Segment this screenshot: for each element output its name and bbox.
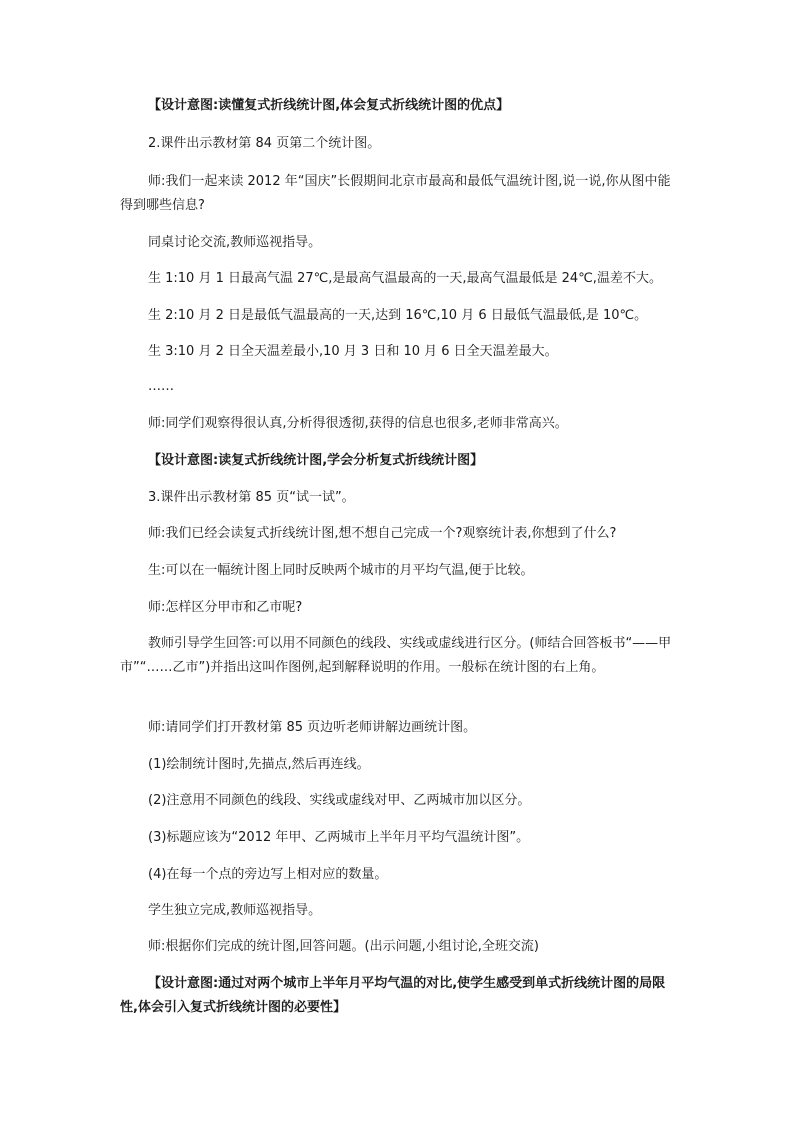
student-2-answer: 生 2:10 月 2 日是最低气温最高的一天,达到 16℃,10 月 6 日最低气温最低,是 10℃。 [148, 308, 648, 323]
teacher-instruction-draw: 师:请同学们打开教材第 85 页边听老师讲解边画统计图。 [148, 720, 477, 735]
step-3-heading: 3.课件出示教材第 85 页“试一试”。 [148, 490, 355, 505]
student-3-answer: 生 3:10 月 2 日全天温差最小,10 月 3 日和 10 月 6 日全天温差最大。 [148, 344, 558, 359]
step-point-1: (1)绘制统计图时,先描点,然后再连线。 [148, 757, 370, 772]
teacher-praise: 师:同学们观察得很认真,分析得很透彻,获得的信息也很多,老师非常高兴。 [148, 416, 568, 431]
design-intent-2: 【设计意图:读复式折线统计图,学会分析复式折线统计图】 [148, 453, 484, 468]
teacher-prompt-complete-chart: 师:我们已经会读复式折线统计图,想不想自己完成一个?观察统计表,你想到了什么? [148, 526, 617, 541]
teacher-question-distinguish: 师:怎样区分甲市和乙市呢? [148, 600, 303, 615]
design-intent-3: 【设计意图:通过对两个城市上半年月平均气温的对比,使学生感受到单式折线统计图的局限性,体会引入复式折线统计图的必要性】 [120, 976, 666, 1015]
teacher-guide-legend: 教师引导学生回答:可以用不同颜色的线段、实线或虚线进行区分。(师结合回答板书“——甲市”“……乙市”)并指出这叫作图例,起到解释说明的作用。一般标在统计图的右上角。 [120, 636, 672, 675]
peer-discussion-note: 同桌讨论交流,教师巡视指导。 [148, 235, 322, 250]
teacher-prompt-read-chart: 师:我们一起来读 2012 年“国庆”长假期间北京市最高和最低气温统计图,说一说,你从图中能得到哪些信息? [120, 174, 671, 213]
step-point-2: (2)注意用不同颜色的线段、实线或虚线对甲、乙两城市加以区分。 [148, 793, 531, 808]
step-2-heading: 2.课件出示教材第 84 页第二个统计图。 [148, 136, 381, 151]
step-point-4: (4)在每一个点的旁边写上相对应的数量。 [148, 867, 388, 882]
teacher-answer-questions: 师:根据你们完成的统计图,回答问题。(出示问题,小组讨论,全班交流) [148, 939, 539, 954]
student-1-answer: 生 1:10 月 1 日最高气温 27℃,是最高气温最高的一天,最高气温最低是 24℃,温差不大。 [148, 271, 662, 286]
student-independent-work: 学生独立完成,教师巡视指导。 [148, 903, 322, 918]
ellipsis-line: …… [148, 379, 174, 394]
design-intent-1: 【设计意图:读懂复式折线统计图,体会复式折线统计图的优点】 [148, 98, 510, 113]
student-answer-compare: 生:可以在一幅统计图上同时反映两个城市的月平均气温,便于比较。 [148, 563, 534, 578]
step-point-3: (3)标题应该为“2012 年甲、乙两城市上半年月平均气温统计图”。 [148, 830, 530, 845]
